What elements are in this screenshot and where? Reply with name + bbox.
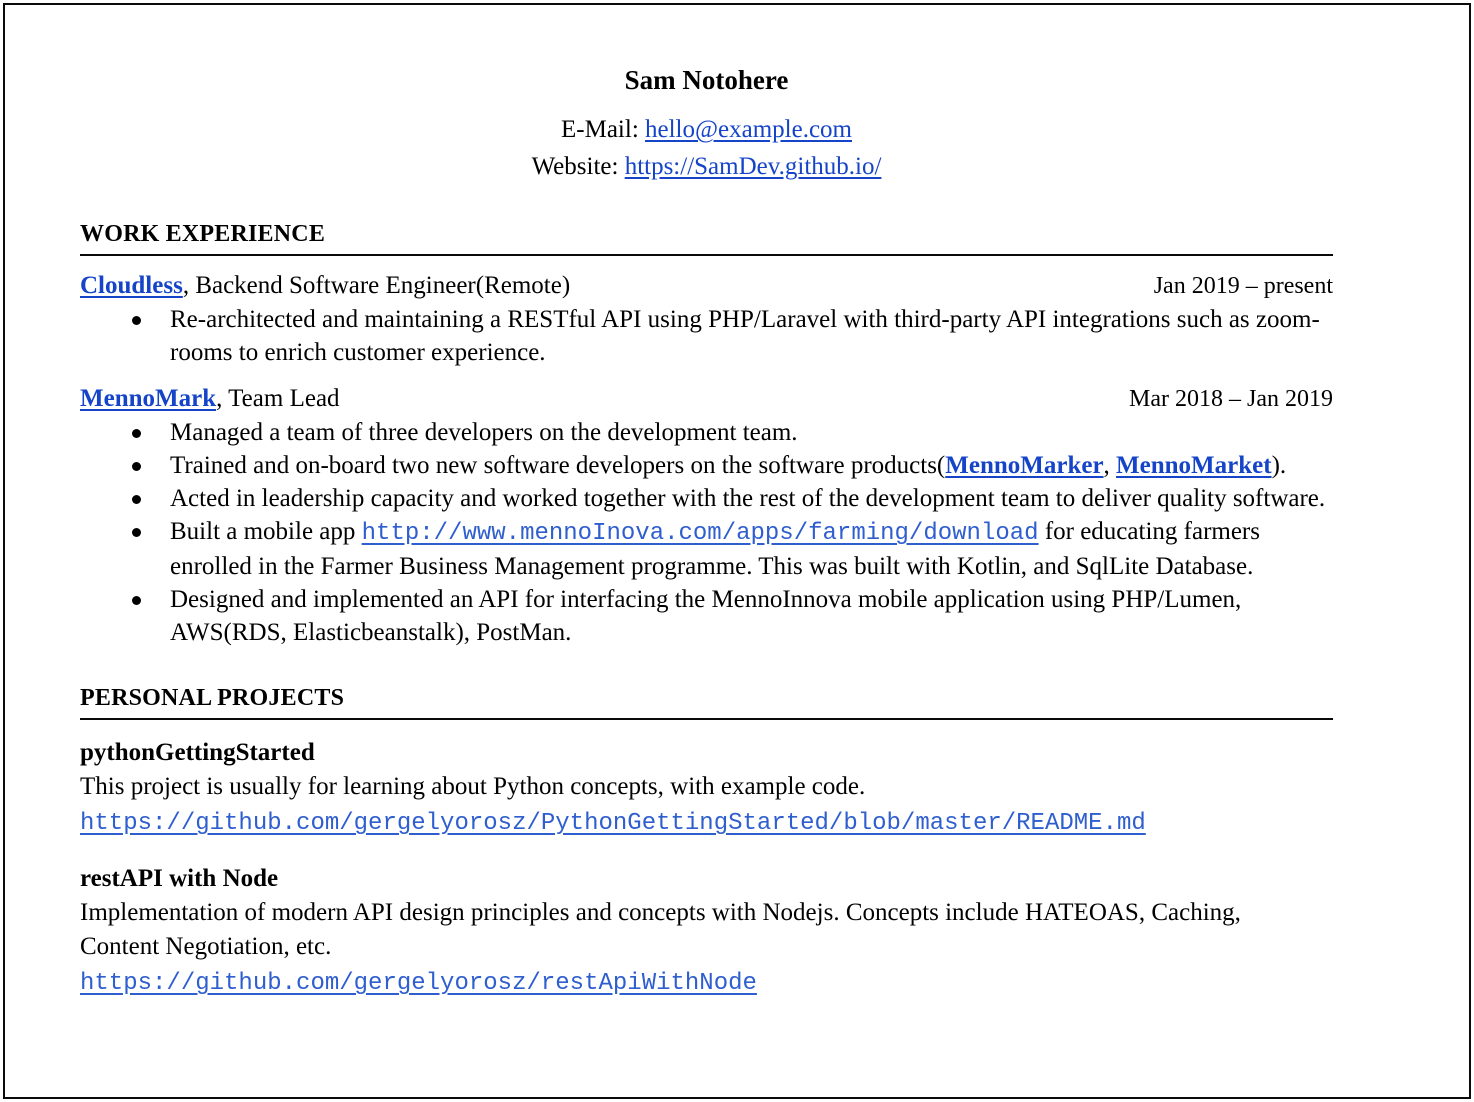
person-name: Sam Notohere xyxy=(624,65,789,95)
project-entry-python xyxy=(80,736,1333,841)
personal-projects-heading: PERSONAL PROJECTS xyxy=(80,685,345,711)
bullet-text-segment: Managed a team of three developers on the development team. xyxy=(170,419,798,446)
bullet-text-segment: Acted in leadership capacity and worked together with the rest of the development team to deliver quality software. xyxy=(170,485,1326,512)
work-experience-heading: WORK EXPERIENCE xyxy=(80,221,326,247)
project-entry-restapi xyxy=(80,862,1333,1001)
job-header xyxy=(80,269,1333,303)
bullet-text xyxy=(170,482,1333,515)
job-bullet-list xyxy=(80,303,1333,369)
bullet-text xyxy=(170,416,1333,449)
bullet-text-segment: , xyxy=(1103,452,1117,479)
bullet-icon xyxy=(132,583,170,649)
job-role: , Team Lead xyxy=(216,385,340,412)
email-label: E-Mail: xyxy=(561,116,646,143)
website-link[interactable]: https://SamDev.github.io/ xyxy=(624,153,882,180)
website-label: Website: xyxy=(531,153,625,180)
bullet-icon xyxy=(132,515,170,583)
bullet-icon xyxy=(132,449,170,482)
bullet-text xyxy=(170,449,1333,482)
inline-url-link[interactable]: http://www.mennoInova.com/apps/farming/download xyxy=(361,520,1039,547)
project-title: pythonGettingStarted xyxy=(80,739,315,766)
job-dates: Mar 2018 – Jan 2019 xyxy=(1129,386,1333,412)
project-url-link[interactable]: https://github.com/gergelyorosz/restApiWithNode xyxy=(80,970,757,997)
bullet-text-segment: Designed and implemented an API for interfacing the MennoInnova mobile application using PHP/Lumen, AWS(RDS, Elasticbeanstalk), PostMan. xyxy=(170,586,1242,646)
bullet-item xyxy=(132,515,1333,583)
bullet-item xyxy=(132,303,1333,369)
job-entry-mennomark xyxy=(80,382,1333,649)
project-url-link[interactable]: https://github.com/gergelyorosz/PythonGettingStarted/blob/master/README.md xyxy=(80,810,1146,837)
bullet-text xyxy=(170,303,1333,369)
bullet-item xyxy=(132,449,1333,482)
section-divider xyxy=(80,254,1333,256)
bullet-item xyxy=(132,583,1333,649)
job-role: , Backend Software Engineer(Remote) xyxy=(182,272,571,299)
contact-block xyxy=(80,111,1333,185)
bullet-text xyxy=(170,515,1333,583)
section-divider xyxy=(80,718,1333,720)
work-experience-section xyxy=(80,219,1333,649)
project-description: Implementation of modern API design principles and concepts with Nodejs. Concepts include HATEOAS, Caching, Content Negotiation, etc. xyxy=(80,899,1241,960)
inline-product-link[interactable]: MennoMarker xyxy=(945,452,1104,479)
bullet-item xyxy=(132,482,1333,515)
bullet-text xyxy=(170,583,1333,649)
website-line xyxy=(80,148,1333,185)
bullet-item xyxy=(132,416,1333,449)
project-description: This project is usually for learning about Python concepts, with example code. xyxy=(80,773,866,800)
bullet-icon xyxy=(132,482,170,515)
project-title: restAPI with Node xyxy=(80,865,279,892)
company-link-cloudless[interactable]: Cloudless xyxy=(80,272,183,299)
bullet-text-segment: ). xyxy=(1271,452,1287,479)
bullet-icon xyxy=(132,416,170,449)
job-entry-cloudless xyxy=(80,269,1333,369)
personal-projects-section xyxy=(80,683,1333,1001)
job-bullet-list xyxy=(80,416,1333,649)
email-link[interactable]: hello@example.com xyxy=(645,116,852,143)
company-link-mennomark[interactable]: MennoMark xyxy=(80,385,217,412)
job-title xyxy=(80,269,570,303)
bullet-text-segment: Trained and on-board two new software developers on the software products( xyxy=(170,452,946,479)
resume-header xyxy=(80,63,1333,185)
job-dates: Jan 2019 – present xyxy=(1153,273,1333,299)
bullet-icon xyxy=(132,303,170,369)
job-title xyxy=(80,382,340,416)
resume-page xyxy=(3,3,1471,1099)
bullet-text-segment: Re-architected and maintaining a RESTful API using PHP/Laravel with third-party API integrations such as zoom-rooms to enrich customer experience. xyxy=(170,306,1320,366)
inline-product-link[interactable]: MennoMarket xyxy=(1116,452,1272,479)
bullet-text-segment: for educating farmers enrolled in the Farmer Business Management programme. This was built with Kotlin, and SqlLite Database. xyxy=(170,518,1260,580)
job-header xyxy=(80,382,1333,416)
bullet-text-segment: Built a mobile app xyxy=(170,518,362,545)
email-line xyxy=(80,111,1333,148)
